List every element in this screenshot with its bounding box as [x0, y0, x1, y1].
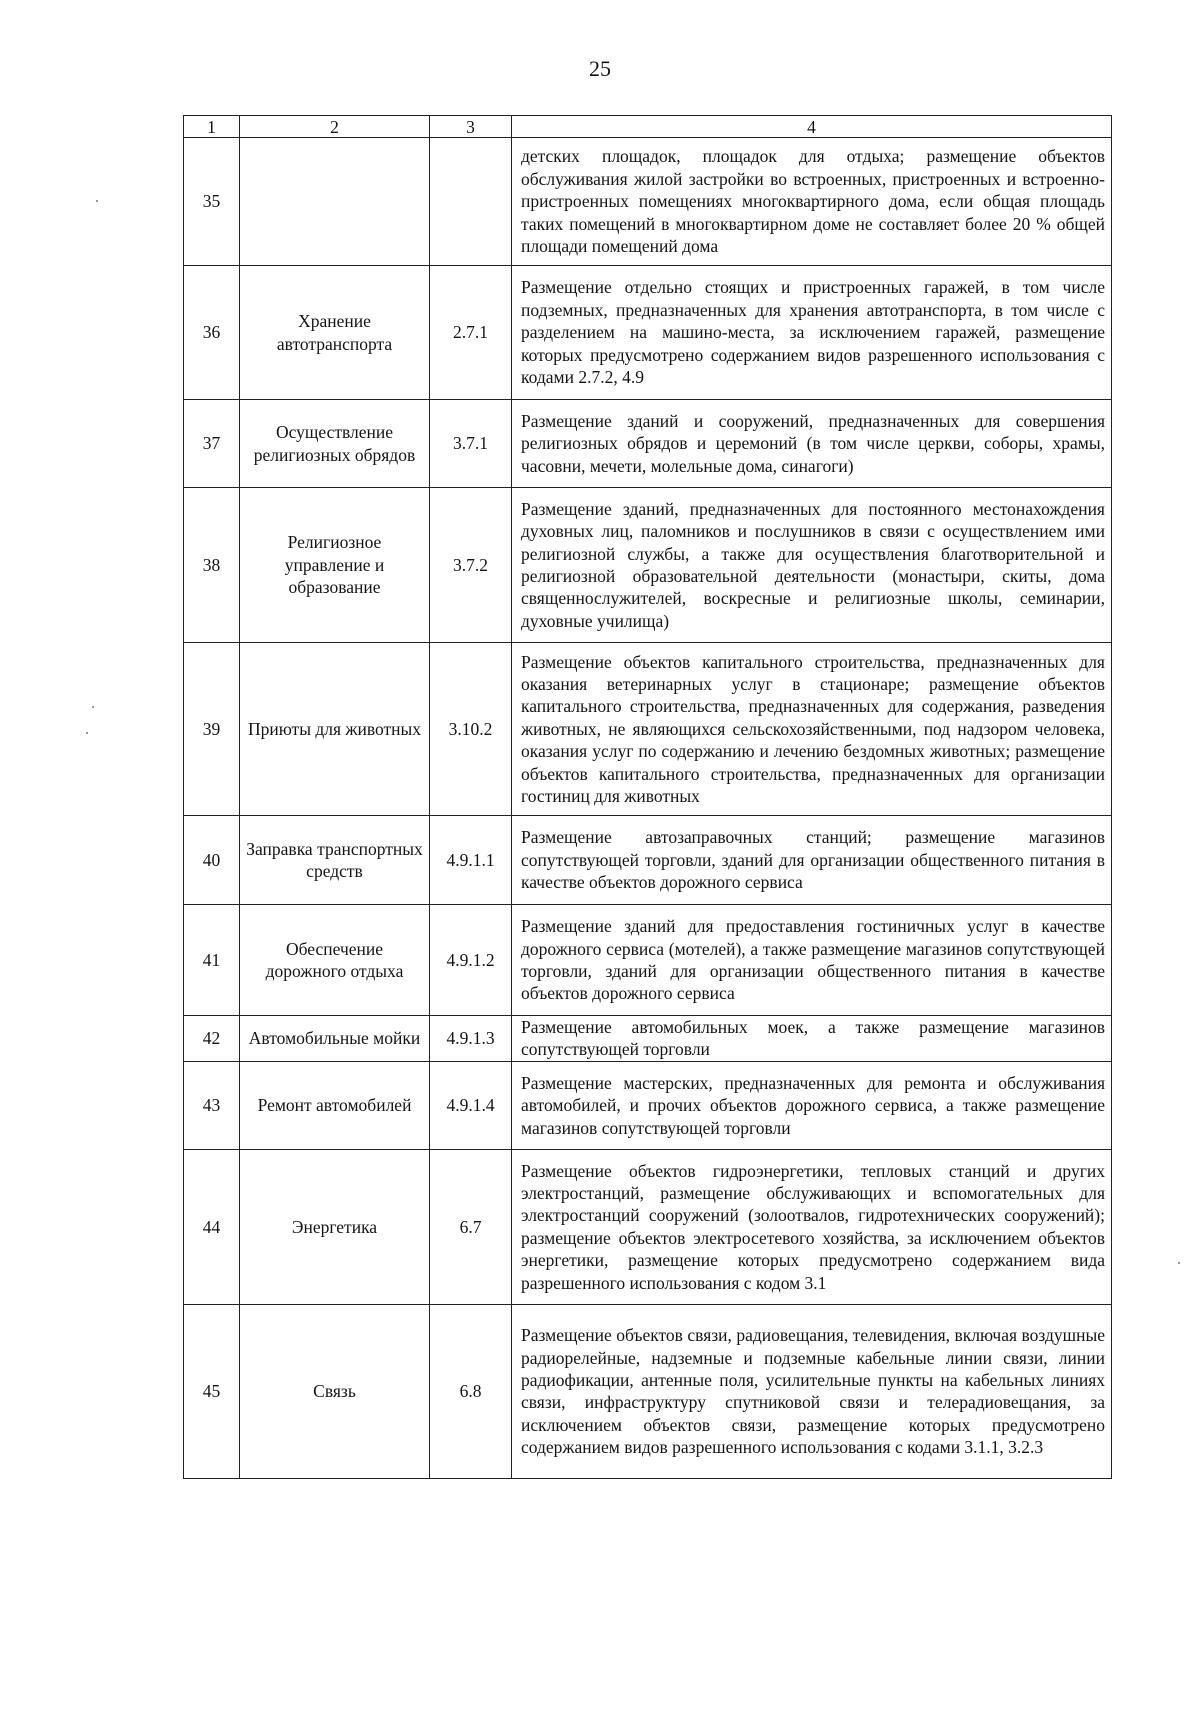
page-number: 25	[589, 56, 611, 81]
table-row	[184, 1016, 1112, 1062]
scan-speck	[96, 200, 98, 202]
row-number: 36	[184, 266, 240, 400]
header-cell-2: 2	[240, 116, 430, 138]
table-row	[184, 1061, 1112, 1149]
header-cell-3: 3	[430, 116, 512, 138]
land-use-name: Энергетика	[240, 1149, 430, 1304]
scan-speck	[1178, 1262, 1180, 1264]
land-use-description: Размещение объектов связи, радиовещания, телевидения, включая воздушные радиорелейные, надземные и подземные кабельные линии связи, линии радиофикации, антенные поля, усилительные пункты на кабельных линиях связи, инфраструктуру спутниковой связи и телерадиовещания, за исключением объектов связи, размещение которых предусмотрено содержанием видов разрешенного использования с кодами 3.1.1, 3.2.3	[512, 1304, 1112, 1478]
land-use-table	[183, 115, 1112, 1479]
land-use-description: Размещение объектов капитального строительства, предназначенных для оказания ветеринарных услуг в стационаре; размещение объектов капитального строительства, предназначенных для содержания, разведения животных, не являющихся сельскохозяйственными, под надзором человека, оказания услуг по содержанию и лечению бездомных животных; размещение объектов капитального строительства, предназначенных для организации гостиниц для животных	[512, 643, 1112, 816]
land-use-code: 4.9.1.4	[430, 1061, 512, 1149]
table-row	[184, 266, 1112, 400]
land-use-name: Связь	[240, 1304, 430, 1478]
table-row	[184, 816, 1112, 905]
land-use-code: 4.9.1.1	[430, 816, 512, 905]
row-number: 43	[184, 1061, 240, 1149]
header-cell-1: 1	[184, 116, 240, 138]
table-row	[184, 400, 1112, 488]
land-use-name: Хранение автотранспорта	[240, 266, 430, 400]
land-use-description: детских площадок, площадок для отдыха; размещение объектов обслуживания жилой застройки во встроенных, пристроенных и встроенно-пристроенных помещениях многоквартирного дома, если общая площадь таких помещений в многоквартирном доме не составляет более 20 % общей площади помещений дома	[512, 138, 1112, 266]
land-use-description: Размещение автомобильных моек, а также размещение магазинов сопутствующей торговли	[512, 1016, 1112, 1062]
table-row	[184, 138, 1112, 266]
land-use-description: Размещение зданий, предназначенных для постоянного местонахождения духовных лиц, паломников и послушников в связи с осуществлением ими религиозной службы, а также для осуществления благотворительной и религиозной образовательной деятельности (монастыри, скиты, дома священнослужителей, воскресные и религиозные школы, семинарии, духовные училища)	[512, 488, 1112, 643]
land-use-name: Осуществление религиозных обрядов	[240, 400, 430, 488]
table-row	[184, 1304, 1112, 1478]
land-use-name	[240, 138, 430, 266]
header-cell-4: 4	[512, 116, 1112, 138]
table-body	[184, 116, 1112, 1479]
land-use-name: Обеспечение дорожного отдыха	[240, 905, 430, 1016]
land-use-name: Автомобильные мойки	[240, 1016, 430, 1062]
row-number: 37	[184, 400, 240, 488]
row-number: 42	[184, 1016, 240, 1062]
land-use-code: 3.10.2	[430, 643, 512, 816]
row-number: 44	[184, 1149, 240, 1304]
scan-speck	[92, 706, 94, 708]
land-use-description: Размещение отдельно стоящих и пристроенных гаражей, в том числе подземных, предназначенных для хранения автотранспорта, в том числе с разделением на машино-места, за исключением гаражей, размещение которых предусмотрено содержанием видов разрешенного использования с кодами 2.7.2, 4.9	[512, 266, 1112, 400]
scan-speck	[86, 732, 88, 734]
land-use-code: 6.7	[430, 1149, 512, 1304]
table-row	[184, 1149, 1112, 1304]
land-use-name: Приюты для животных	[240, 643, 430, 816]
land-use-code: 4.9.1.3	[430, 1016, 512, 1062]
land-use-code: 6.8	[430, 1304, 512, 1478]
table-row	[184, 488, 1112, 643]
land-use-description: Размещение зданий для предоставления гостиничных услуг в качестве дорожного сервиса (мотелей), а также размещение магазинов сопутствующей торговли, зданий для организации общественного питания в качестве объектов дорожного сервиса	[512, 905, 1112, 1016]
land-use-code: 3.7.2	[430, 488, 512, 643]
header-row	[184, 116, 1112, 138]
land-use-code: 2.7.1	[430, 266, 512, 400]
land-use-code: 3.7.1	[430, 400, 512, 488]
land-use-description: Размещение объектов гидроэнергетики, тепловых станций и других электростанций, размещение обслуживающих и вспомогательных для электростанций сооружений (золоотвалов, гидротехнических сооружений); размещение объектов электросетевого хозяйства, за исключением объектов энергетики, размещение которых предусмотрено содержанием вида разрешенного использования с кодом 3.1	[512, 1149, 1112, 1304]
table-row	[184, 905, 1112, 1016]
row-number: 38	[184, 488, 240, 643]
land-use-description: Размещение зданий и сооружений, предназначенных для совершения религиозных обрядов и церемоний (в том числе церкви, соборы, храмы, часовни, мечети, молельные дома, синагоги)	[512, 400, 1112, 488]
row-number: 39	[184, 643, 240, 816]
row-number: 41	[184, 905, 240, 1016]
row-number: 40	[184, 816, 240, 905]
land-use-name: Религиозное управление и образование	[240, 488, 430, 643]
row-number: 45	[184, 1304, 240, 1478]
land-use-name: Заправка транспортных средств	[240, 816, 430, 905]
table-row	[184, 643, 1112, 816]
land-use-description: Размещение автозаправочных станций; размещение магазинов сопутствующей торговли, зданий для организации общественного питания в качестве объектов дорожного сервиса	[512, 816, 1112, 905]
land-use-description: Размещение мастерских, предназначенных для ремонта и обслуживания автомобилей, и прочих объектов дорожного сервиса, а также размещение магазинов сопутствующей торговли	[512, 1061, 1112, 1149]
land-use-name: Ремонт автомобилей	[240, 1061, 430, 1149]
row-number: 35	[184, 138, 240, 266]
land-use-code: 4.9.1.2	[430, 905, 512, 1016]
land-use-code	[430, 138, 512, 266]
